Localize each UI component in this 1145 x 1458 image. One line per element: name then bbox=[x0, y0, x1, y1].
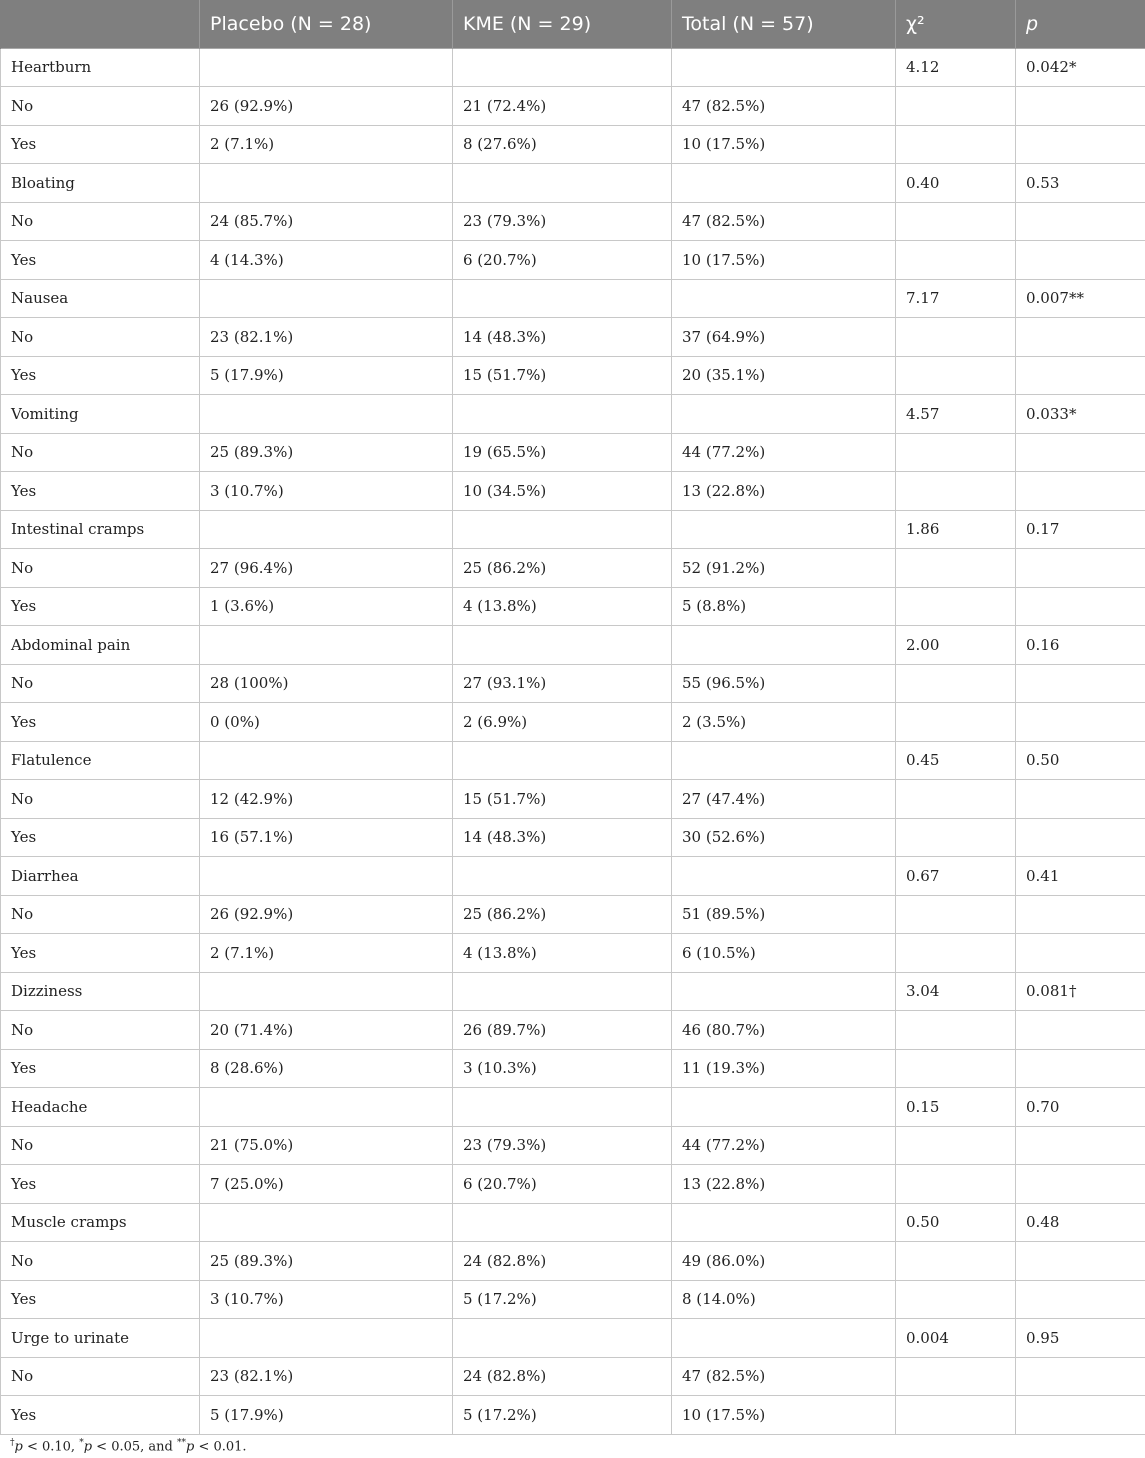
total-cell bbox=[672, 972, 896, 1011]
placebo-cell: 7 (25.0%) bbox=[200, 1165, 453, 1204]
response-row bbox=[1, 895, 1145, 934]
p-value-cell bbox=[1016, 1049, 1145, 1088]
response-row bbox=[1, 818, 1145, 857]
p-value-cell bbox=[1016, 664, 1145, 703]
total-cell bbox=[672, 395, 896, 434]
p-value-cell bbox=[1016, 202, 1145, 241]
total-cell: 46 (80.7%) bbox=[672, 1011, 896, 1050]
placebo-cell bbox=[200, 395, 453, 434]
response-row bbox=[1, 549, 1145, 588]
header-kme: KME (N = 29) bbox=[453, 0, 672, 48]
total-cell: 6 (10.5%) bbox=[672, 934, 896, 973]
kme-cell: 25 (86.2%) bbox=[453, 549, 672, 588]
chi2-cell bbox=[896, 1049, 1016, 1088]
p-value-cell bbox=[1016, 1165, 1145, 1204]
response-label: No bbox=[1, 318, 200, 357]
p-value-cell bbox=[1016, 818, 1145, 857]
placebo-cell bbox=[200, 164, 453, 203]
response-label: Yes bbox=[1, 1165, 200, 1204]
placebo-cell: 23 (82.1%) bbox=[200, 318, 453, 357]
symptom-row bbox=[1, 857, 1145, 896]
total-cell bbox=[672, 1203, 896, 1242]
placebo-cell: 26 (92.9%) bbox=[200, 87, 453, 126]
response-row bbox=[1, 1126, 1145, 1165]
response-label: No bbox=[1, 1011, 200, 1050]
p-value-cell bbox=[1016, 1280, 1145, 1319]
response-row bbox=[1, 356, 1145, 395]
p-value-cell bbox=[1016, 895, 1145, 934]
p-value-cell: 0.70 bbox=[1016, 1088, 1145, 1127]
total-cell: 52 (91.2%) bbox=[672, 549, 896, 588]
total-cell: 49 (86.0%) bbox=[672, 1242, 896, 1281]
total-cell: 47 (82.5%) bbox=[672, 202, 896, 241]
response-label: No bbox=[1, 780, 200, 819]
chi2-cell bbox=[896, 1011, 1016, 1050]
response-label: No bbox=[1, 1242, 200, 1281]
symptom-row bbox=[1, 395, 1145, 434]
symptom-label: Bloating bbox=[1, 164, 200, 203]
response-row bbox=[1, 433, 1145, 472]
p-value-cell: 0.50 bbox=[1016, 741, 1145, 780]
p-value-cell bbox=[1016, 1242, 1145, 1281]
p-value-cell bbox=[1016, 318, 1145, 357]
kme-cell: 3 (10.3%) bbox=[453, 1049, 672, 1088]
response-label: No bbox=[1, 1357, 200, 1396]
p-value-cell: 0.53 bbox=[1016, 164, 1145, 203]
placebo-cell: 12 (42.9%) bbox=[200, 780, 453, 819]
kme-cell bbox=[453, 626, 672, 665]
kme-cell: 25 (86.2%) bbox=[453, 895, 672, 934]
p-value-cell bbox=[1016, 433, 1145, 472]
p-value-cell bbox=[1016, 1011, 1145, 1050]
kme-cell: 19 (65.5%) bbox=[453, 433, 672, 472]
kme-cell: 4 (13.8%) bbox=[453, 587, 672, 626]
placebo-cell: 0 (0%) bbox=[200, 703, 453, 742]
placebo-cell bbox=[200, 510, 453, 549]
placebo-cell: 3 (10.7%) bbox=[200, 1280, 453, 1319]
symptom-label: Urge to urinate bbox=[1, 1319, 200, 1358]
placebo-cell: 2 (7.1%) bbox=[200, 934, 453, 973]
symptom-label: Abdominal pain bbox=[1, 626, 200, 665]
placebo-cell: 3 (10.7%) bbox=[200, 472, 453, 511]
response-row bbox=[1, 1049, 1145, 1088]
symptom-label: Intestinal cramps bbox=[1, 510, 200, 549]
response-label: Yes bbox=[1, 1396, 200, 1435]
kme-cell: 8 (27.6%) bbox=[453, 125, 672, 164]
kme-cell bbox=[453, 164, 672, 203]
p-value-cell bbox=[1016, 356, 1145, 395]
symptom-label: Heartburn bbox=[1, 48, 200, 87]
symptom-label: Muscle cramps bbox=[1, 1203, 200, 1242]
p-value-cell: 0.042* bbox=[1016, 48, 1145, 87]
header-p: p bbox=[1016, 0, 1145, 48]
response-row bbox=[1, 1396, 1145, 1435]
symptom-row bbox=[1, 510, 1145, 549]
table-header bbox=[1, 0, 1145, 48]
total-cell: 37 (64.9%) bbox=[672, 318, 896, 357]
response-label: No bbox=[1, 202, 200, 241]
kme-cell bbox=[453, 1319, 672, 1358]
response-label: No bbox=[1, 1126, 200, 1165]
footnote: †p < 0.10, *p < 0.05, and **p < 0.01. bbox=[10, 1438, 247, 1455]
kme-cell: 10 (34.5%) bbox=[453, 472, 672, 511]
response-row bbox=[1, 1165, 1145, 1204]
placebo-cell: 28 (100%) bbox=[200, 664, 453, 703]
header-row bbox=[1, 0, 1145, 48]
chi2-cell bbox=[896, 1357, 1016, 1396]
kme-cell: 5 (17.2%) bbox=[453, 1280, 672, 1319]
placebo-cell: 25 (89.3%) bbox=[200, 433, 453, 472]
placebo-cell bbox=[200, 857, 453, 896]
header-total: Total (N = 57) bbox=[672, 0, 896, 48]
total-cell: 44 (77.2%) bbox=[672, 1126, 896, 1165]
p-value-cell bbox=[1016, 87, 1145, 126]
kme-cell: 24 (82.8%) bbox=[453, 1357, 672, 1396]
chi2-cell bbox=[896, 895, 1016, 934]
response-row bbox=[1, 664, 1145, 703]
placebo-cell: 5 (17.9%) bbox=[200, 356, 453, 395]
chi2-cell: 1.86 bbox=[896, 510, 1016, 549]
p-value-cell: 0.41 bbox=[1016, 857, 1145, 896]
chi2-cell bbox=[896, 664, 1016, 703]
chi2-cell: 4.12 bbox=[896, 48, 1016, 87]
placebo-cell: 24 (85.7%) bbox=[200, 202, 453, 241]
p-value-cell: 0.007** bbox=[1016, 279, 1145, 318]
placebo-cell bbox=[200, 1088, 453, 1127]
kme-cell: 6 (20.7%) bbox=[453, 241, 672, 280]
total-cell: 8 (14.0%) bbox=[672, 1280, 896, 1319]
total-cell bbox=[672, 164, 896, 203]
chi2-cell bbox=[896, 1396, 1016, 1435]
p-value-cell bbox=[1016, 549, 1145, 588]
response-label: Yes bbox=[1, 1280, 200, 1319]
response-row bbox=[1, 934, 1145, 973]
p-value-cell: 0.16 bbox=[1016, 626, 1145, 665]
p-value-cell bbox=[1016, 934, 1145, 973]
symptom-row bbox=[1, 1203, 1145, 1242]
placebo-cell bbox=[200, 741, 453, 780]
chi2-cell bbox=[896, 780, 1016, 819]
chi2-cell bbox=[896, 549, 1016, 588]
table-body bbox=[1, 48, 1145, 1434]
kme-cell bbox=[453, 1088, 672, 1127]
chi2-cell bbox=[896, 87, 1016, 126]
p-value-cell: 0.48 bbox=[1016, 1203, 1145, 1242]
total-cell bbox=[672, 1319, 896, 1358]
response-row bbox=[1, 1242, 1145, 1281]
chi2-cell bbox=[896, 318, 1016, 357]
response-label: Yes bbox=[1, 934, 200, 973]
kme-cell bbox=[453, 48, 672, 87]
response-label: No bbox=[1, 549, 200, 588]
total-cell: 55 (96.5%) bbox=[672, 664, 896, 703]
chi2-cell bbox=[896, 472, 1016, 511]
placebo-cell: 27 (96.4%) bbox=[200, 549, 453, 588]
placebo-cell: 16 (57.1%) bbox=[200, 818, 453, 857]
placebo-cell: 23 (82.1%) bbox=[200, 1357, 453, 1396]
placebo-cell: 25 (89.3%) bbox=[200, 1242, 453, 1281]
chi2-cell: 0.67 bbox=[896, 857, 1016, 896]
total-cell: 20 (35.1%) bbox=[672, 356, 896, 395]
placebo-cell: 20 (71.4%) bbox=[200, 1011, 453, 1050]
placebo-cell: 8 (28.6%) bbox=[200, 1049, 453, 1088]
symptom-row bbox=[1, 972, 1145, 1011]
chi2-cell bbox=[896, 1280, 1016, 1319]
symptom-row bbox=[1, 48, 1145, 87]
placebo-cell bbox=[200, 1319, 453, 1358]
response-label: No bbox=[1, 433, 200, 472]
total-cell: 51 (89.5%) bbox=[672, 895, 896, 934]
total-cell bbox=[672, 1088, 896, 1127]
kme-cell bbox=[453, 1203, 672, 1242]
p-value-cell bbox=[1016, 703, 1145, 742]
kme-cell: 23 (79.3%) bbox=[453, 202, 672, 241]
response-row bbox=[1, 780, 1145, 819]
symptom-row bbox=[1, 626, 1145, 665]
response-label: Yes bbox=[1, 587, 200, 626]
total-cell: 47 (82.5%) bbox=[672, 87, 896, 126]
chi2-cell: 0.40 bbox=[896, 164, 1016, 203]
chi2-cell: 0.45 bbox=[896, 741, 1016, 780]
placebo-cell: 2 (7.1%) bbox=[200, 125, 453, 164]
kme-cell: 14 (48.3%) bbox=[453, 818, 672, 857]
p-value-cell: 0.081† bbox=[1016, 972, 1145, 1011]
placebo-cell bbox=[200, 279, 453, 318]
response-row bbox=[1, 703, 1145, 742]
total-cell: 11 (19.3%) bbox=[672, 1049, 896, 1088]
response-row bbox=[1, 318, 1145, 357]
chi2-cell: 2.00 bbox=[896, 626, 1016, 665]
total-cell: 13 (22.8%) bbox=[672, 472, 896, 511]
total-cell bbox=[672, 48, 896, 87]
chi2-cell bbox=[896, 433, 1016, 472]
kme-cell: 21 (72.4%) bbox=[453, 87, 672, 126]
header-blank bbox=[1, 0, 200, 48]
response-row bbox=[1, 1357, 1145, 1396]
kme-cell: 6 (20.7%) bbox=[453, 1165, 672, 1204]
response-row bbox=[1, 587, 1145, 626]
placebo-cell bbox=[200, 48, 453, 87]
response-label: Yes bbox=[1, 472, 200, 511]
p-value-cell bbox=[1016, 472, 1145, 511]
response-row bbox=[1, 202, 1145, 241]
chi2-cell: 7.17 bbox=[896, 279, 1016, 318]
total-cell: 13 (22.8%) bbox=[672, 1165, 896, 1204]
chi2-cell: 0.15 bbox=[896, 1088, 1016, 1127]
p-value-cell bbox=[1016, 1396, 1145, 1435]
chi2-cell bbox=[896, 818, 1016, 857]
p-value-cell bbox=[1016, 1357, 1145, 1396]
response-row bbox=[1, 1011, 1145, 1050]
p-value-cell bbox=[1016, 241, 1145, 280]
response-row bbox=[1, 1280, 1145, 1319]
placebo-cell: 4 (14.3%) bbox=[200, 241, 453, 280]
chi2-cell: 0.004 bbox=[896, 1319, 1016, 1358]
total-cell bbox=[672, 626, 896, 665]
chi2-cell bbox=[896, 1165, 1016, 1204]
kme-cell bbox=[453, 395, 672, 434]
response-label: Yes bbox=[1, 818, 200, 857]
header-chi2: χ² bbox=[896, 0, 1016, 48]
kme-cell: 26 (89.7%) bbox=[453, 1011, 672, 1050]
p-value-cell bbox=[1016, 780, 1145, 819]
total-cell: 47 (82.5%) bbox=[672, 1357, 896, 1396]
symptom-label: Diarrhea bbox=[1, 857, 200, 896]
chi2-cell bbox=[896, 587, 1016, 626]
total-cell: 10 (17.5%) bbox=[672, 125, 896, 164]
total-cell: 5 (8.8%) bbox=[672, 587, 896, 626]
response-label: Yes bbox=[1, 125, 200, 164]
kme-cell bbox=[453, 741, 672, 780]
p-value-cell bbox=[1016, 125, 1145, 164]
chi2-cell: 0.50 bbox=[896, 1203, 1016, 1242]
placebo-cell bbox=[200, 1203, 453, 1242]
symptom-row bbox=[1, 164, 1145, 203]
p-value-cell bbox=[1016, 1126, 1145, 1165]
total-cell: 30 (52.6%) bbox=[672, 818, 896, 857]
chi2-cell bbox=[896, 703, 1016, 742]
kme-cell: 5 (17.2%) bbox=[453, 1396, 672, 1435]
response-row bbox=[1, 125, 1145, 164]
total-cell: 2 (3.5%) bbox=[672, 703, 896, 742]
p-value-cell: 0.95 bbox=[1016, 1319, 1145, 1358]
response-label: No bbox=[1, 87, 200, 126]
placebo-cell bbox=[200, 972, 453, 1011]
kme-cell: 24 (82.8%) bbox=[453, 1242, 672, 1281]
total-cell: 27 (47.4%) bbox=[672, 780, 896, 819]
placebo-cell: 26 (92.9%) bbox=[200, 895, 453, 934]
total-cell: 44 (77.2%) bbox=[672, 433, 896, 472]
p-value-cell: 0.033* bbox=[1016, 395, 1145, 434]
placebo-cell: 5 (17.9%) bbox=[200, 1396, 453, 1435]
total-cell bbox=[672, 279, 896, 318]
response-row bbox=[1, 87, 1145, 126]
kme-cell bbox=[453, 857, 672, 896]
kme-cell bbox=[453, 510, 672, 549]
kme-cell: 23 (79.3%) bbox=[453, 1126, 672, 1165]
response-label: Yes bbox=[1, 703, 200, 742]
symptom-label: Vomiting bbox=[1, 395, 200, 434]
chi2-cell bbox=[896, 1126, 1016, 1165]
p-value-cell bbox=[1016, 587, 1145, 626]
kme-cell: 15 (51.7%) bbox=[453, 356, 672, 395]
total-cell: 10 (17.5%) bbox=[672, 1396, 896, 1435]
chi2-cell bbox=[896, 356, 1016, 395]
symptom-label: Dizziness bbox=[1, 972, 200, 1011]
symptom-row bbox=[1, 1319, 1145, 1358]
symptom-label: Headache bbox=[1, 1088, 200, 1127]
symptom-row bbox=[1, 279, 1145, 318]
kme-cell: 2 (6.9%) bbox=[453, 703, 672, 742]
kme-cell: 15 (51.7%) bbox=[453, 780, 672, 819]
total-cell bbox=[672, 857, 896, 896]
response-row bbox=[1, 241, 1145, 280]
total-cell bbox=[672, 510, 896, 549]
response-row bbox=[1, 472, 1145, 511]
symptom-label: Nausea bbox=[1, 279, 200, 318]
chi2-cell bbox=[896, 241, 1016, 280]
response-label: Yes bbox=[1, 241, 200, 280]
symptom-row bbox=[1, 741, 1145, 780]
placebo-cell: 1 (3.6%) bbox=[200, 587, 453, 626]
chi2-cell bbox=[896, 125, 1016, 164]
total-cell: 10 (17.5%) bbox=[672, 241, 896, 280]
kme-cell bbox=[453, 972, 672, 1011]
kme-cell bbox=[453, 279, 672, 318]
total-cell bbox=[672, 741, 896, 780]
chi2-cell bbox=[896, 1242, 1016, 1281]
response-label: No bbox=[1, 895, 200, 934]
chi2-cell bbox=[896, 202, 1016, 241]
symptom-row bbox=[1, 1088, 1145, 1127]
response-label: No bbox=[1, 664, 200, 703]
placebo-cell: 21 (75.0%) bbox=[200, 1126, 453, 1165]
symptom-label: Flatulence bbox=[1, 741, 200, 780]
response-label: Yes bbox=[1, 356, 200, 395]
response-label: Yes bbox=[1, 1049, 200, 1088]
kme-cell: 4 (13.8%) bbox=[453, 934, 672, 973]
chi2-cell bbox=[896, 934, 1016, 973]
kme-cell: 27 (93.1%) bbox=[453, 664, 672, 703]
placebo-cell bbox=[200, 626, 453, 665]
header-placebo: Placebo (N = 28) bbox=[200, 0, 453, 48]
chi2-cell: 4.57 bbox=[896, 395, 1016, 434]
kme-cell: 14 (48.3%) bbox=[453, 318, 672, 357]
chi2-cell: 3.04 bbox=[896, 972, 1016, 1011]
p-value-cell: 0.17 bbox=[1016, 510, 1145, 549]
